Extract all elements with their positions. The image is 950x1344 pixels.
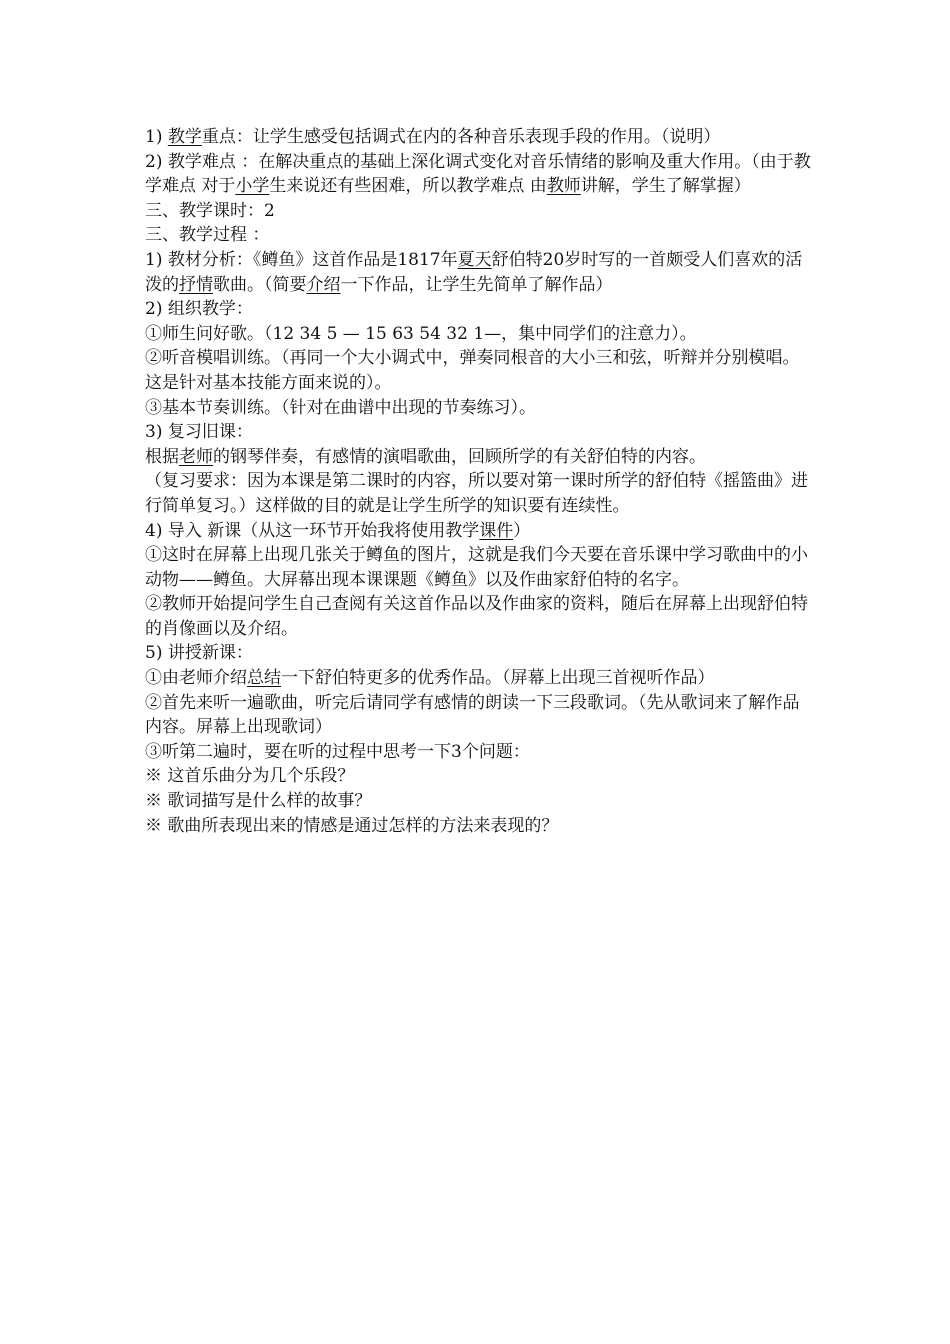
paragraph	[145, 641, 813, 666]
text-run: 一下作品，让学生先简单了解作品）	[340, 274, 613, 295]
text-run: （复习要求：因为本课是第二课时的内容，所以要对第一课时所学的舒伯特《摇篮曲》进行简单复习。）这样做的目的就是让学生所学的知识要有连续性。	[145, 471, 808, 516]
text-run: 5) 讲授新课：	[145, 643, 253, 664]
text-run: 1) 教材分析：《鳟鱼》这首作品是1817年	[145, 249, 458, 270]
text-run: 生来说还有些困难，所以教学难点 由	[269, 176, 547, 197]
paragraph	[145, 740, 813, 765]
text-run: 2) 教学难点 ：在解决重点的基础上深化调式变化对音乐情绪的影响及重大作用。（由于教学难点 对于	[145, 151, 811, 197]
text-run: ※ 歌词描写是什么样的故事？	[145, 791, 372, 812]
underlined-term: 教师	[546, 176, 581, 197]
document-body	[145, 125, 813, 838]
text-run: ③听第二遍时，要在听的过程中思考一下3个问题：	[145, 741, 530, 762]
paragraph	[145, 420, 813, 445]
text-run: 4) 导入 新课（从这一环节开始我将使用教学	[145, 520, 480, 541]
paragraph	[145, 346, 813, 395]
paragraph	[145, 666, 813, 691]
underlined-term: 抒情	[179, 274, 213, 295]
text-run: ）	[513, 520, 531, 541]
text-run: ①这时在屏幕上出现几张关于鳟鱼的图片，这就是我们今天要在音乐课中学习歌曲中的小动物——鳟鱼。大屏幕出现本课课题《鳟鱼》以及作曲家舒伯特的名字。	[145, 545, 808, 590]
text-run: 一下舒伯特更多的优秀作品。（屏幕上出现三首视听作品）	[281, 668, 715, 689]
text-run: 三、教学过程 ：	[145, 225, 270, 246]
text-run: ②首先来听一遍歌曲，听完后请同学有感情的朗读一下三段歌词。（先从歌词来了解作品内容。屏幕上出现歌词）	[145, 692, 800, 738]
underlined-term: 课件	[479, 520, 514, 541]
paragraph	[145, 223, 813, 248]
paragraph	[145, 125, 813, 150]
underlined-term: 介绍	[306, 274, 341, 295]
text-run: 歌曲。（简要	[213, 274, 307, 295]
text-run: ※ 这首乐曲分为几个乐段？	[145, 766, 355, 787]
paragraph	[145, 789, 813, 814]
paragraph	[145, 150, 813, 199]
text-run: 根据	[145, 446, 179, 467]
text-run: 3) 复习旧课：	[145, 422, 253, 443]
text-run: 重点：让学生感受包括调式在内的各种音乐表现手段的作用。（说明）	[201, 127, 721, 147]
text-run: 舒伯特20岁时写的一首颇受人们喜欢的活泼的	[145, 249, 803, 295]
paragraph	[145, 297, 813, 322]
text-run: ③基本节奏训练。（针对在曲谱中出现的节奏练习）。	[145, 397, 536, 418]
paragraph	[145, 199, 813, 224]
paragraph	[145, 248, 813, 297]
text-run: ※ 歌曲所表现出来的情感是通过怎样的方法来表现的？	[145, 815, 559, 836]
text-run: ①师生问好歌。（12 34 5 — 15 63 54 32 1—，集中同学们的注意力）。	[145, 323, 697, 344]
text-run: ①由老师介绍	[145, 668, 247, 689]
text-run: 2) 组织教学：	[145, 299, 253, 320]
paragraph	[145, 691, 813, 740]
underlined-term: 夏天	[457, 249, 492, 270]
paragraph	[145, 592, 813, 641]
underlined-term: 小学	[235, 176, 270, 197]
text-run: ②听音模唱训练。（再同一个大小调式中，弹奏同根音的大小三和弦，听辩并分别模唱。这是针对基本技能方面来说的）。	[145, 348, 800, 393]
paragraph	[145, 543, 813, 592]
paragraph	[145, 396, 813, 421]
paragraph	[145, 814, 813, 839]
paragraph	[145, 322, 813, 347]
text-run: 讲解，学生了解掌握）	[580, 176, 751, 197]
paragraph	[145, 469, 813, 518]
text-run: 的钢琴伴奏，有感情的演唱歌曲，回顾所学的有关舒伯特的内容。	[213, 446, 706, 467]
paragraph	[145, 445, 813, 470]
text-run: 三、教学课时：2	[145, 200, 275, 221]
underlined-term: 老师	[179, 446, 213, 467]
paragraph	[145, 519, 813, 544]
underlined-term: 总结	[247, 668, 281, 689]
text-run: 1)	[145, 127, 168, 147]
underlined-term: 教学	[167, 127, 202, 147]
text-run: ②教师开始提问学生自己查阅有关这首作品以及作曲家的资料，随后在屏幕上出现舒伯特的肖像画以及介绍。	[145, 594, 808, 639]
paragraph	[145, 764, 813, 789]
